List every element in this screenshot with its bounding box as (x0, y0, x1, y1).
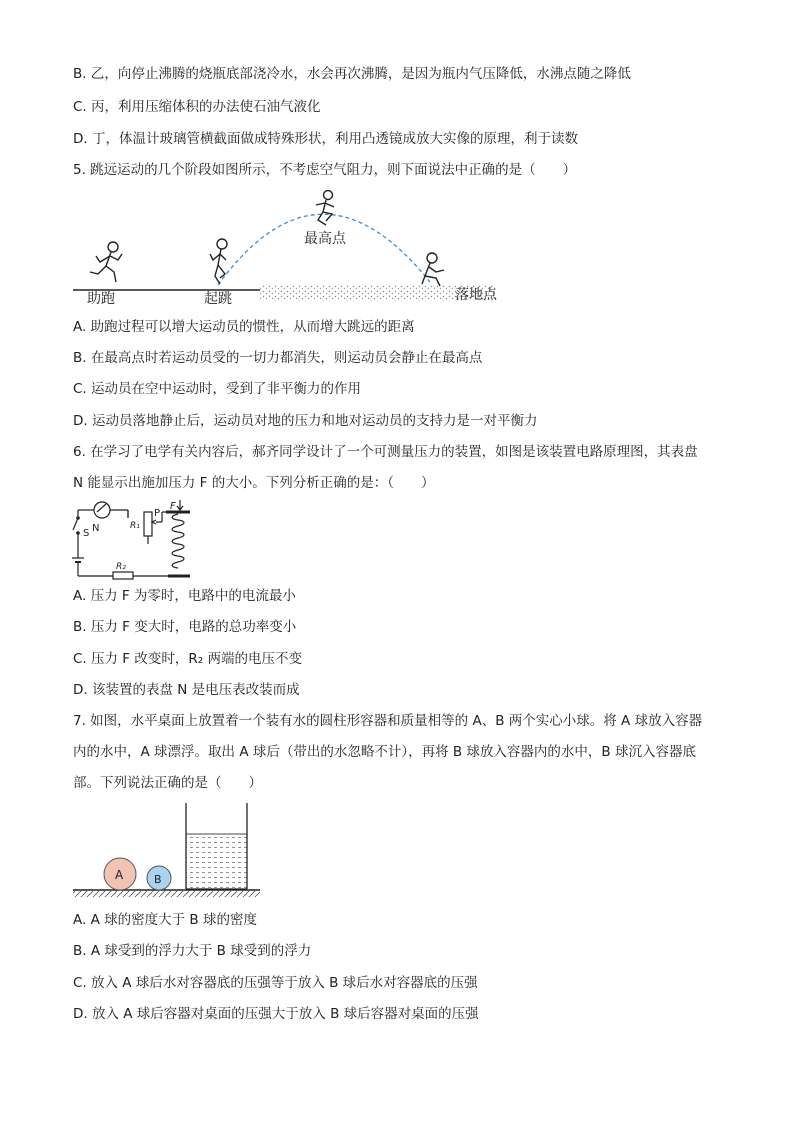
q4-option-d: D. 丁，体温计玻璃管横截面做成特殊形状，利用凸透镜成放大实像的原理，利于读数 (73, 131, 578, 147)
jump-trajectory (218, 214, 430, 285)
resistor-r2 (113, 572, 133, 579)
q4-option-b: B. 乙，向停止沸腾的烧瓶底部浇冷水，水会再次沸腾，是因为瓶内气压降低，水沸点随之降低 (73, 66, 631, 82)
q6-option-b: B. 压力 F 变大时，电路的总功率变小 (73, 619, 297, 635)
q6-stem-line1: 6. 在学习了电学有关内容后，郝齐同学设计了一个可测量压力的装置，如图是该装置电路原理图，其表盘 (73, 444, 698, 460)
label-r1: R₁ (130, 521, 140, 531)
label-highest-point: 最高点 (304, 231, 346, 247)
q6-stem-line2: N 能显示出施加压力 F 的大小。下列分析正确的是：（ ） (73, 475, 435, 491)
q5-stem: 5. 跳远运动的几个阶段如图所示，不考虑空气阻力，则下面说法中正确的是（ ） (73, 162, 577, 178)
meter-n (94, 502, 110, 518)
q5-option-b: B. 在最高点时若运动员受的一切力都消失，则运动员会静止在最高点 (73, 350, 483, 366)
label-landing-point: 落地点 (455, 287, 497, 303)
q4-option-c: C. 丙，利用压缩体积的办法使石油气液化 (73, 99, 321, 115)
q5-long-jump-figure (70, 190, 520, 310)
q7-stem-line3: 部。下列说法正确的是（ ） (73, 775, 262, 791)
spring (172, 514, 184, 568)
label-f: F (170, 501, 176, 512)
landing-jumper-icon (422, 253, 444, 286)
q7-option-d: D. 放入 A 球后容器对桌面的压强大于放入 B 球后容器对桌面的压强 (73, 1006, 479, 1022)
q7-option-a: A. A 球的密度大于 B 球的密度 (73, 912, 257, 928)
label-run-up: 助跑 (87, 291, 115, 307)
airborne-jumper-icon (316, 191, 334, 226)
q7-option-b: B. A 球受到的浮力大于 B 球受到的浮力 (73, 943, 312, 959)
label-r2: R₂ (116, 562, 126, 572)
q6-option-d: D. 该装置的表盘 N 是电压表改装而成 (73, 682, 300, 698)
label-ball-a: A (115, 868, 124, 882)
q7-stem-line2: 内的水中，A 球漂浮。取出 A 球后（带出的水忽略不计），再将 B 球放入容器内的水中，B 球沉入容器底 (73, 744, 696, 760)
water (186, 834, 247, 889)
resistor-r1 (144, 512, 152, 536)
q5-option-d: D. 运动员落地静止后，运动员对地的压力和地对运动员的支持力是一对平衡力 (73, 413, 538, 429)
q6-option-a: A. 压力 F 为零时，电路中的电流最小 (73, 588, 296, 604)
label-ball-b: B (154, 873, 162, 886)
switch-s (73, 518, 78, 530)
q7-container-figure (70, 800, 265, 905)
q5-option-c: C. 运动员在空中运动时，受到了非平衡力的作用 (73, 381, 362, 397)
runner-icon (90, 242, 122, 282)
q6-option-c: C. 压力 F 改变时，R₂ 两端的电压不变 (73, 651, 302, 667)
label-n: N (92, 523, 100, 534)
q6-circuit-diagram (70, 500, 205, 585)
q7-stem-line1: 7. 如图，水平桌面上放置着一个装有水的圆柱形容器和质量相等的 A、B 两个实心小球。将 A 球放入容器 (73, 713, 703, 729)
q5-option-a: A. 助跑过程可以增大运动员的惯性，从而增大跳远的距离 (73, 319, 415, 335)
label-p: P (154, 508, 161, 519)
q7-option-c: C. 放入 A 球后水对容器底的压强等于放入 B 球后水对容器底的压强 (73, 975, 478, 991)
label-takeoff: 起跳 (204, 291, 232, 307)
label-s: S (83, 528, 90, 539)
